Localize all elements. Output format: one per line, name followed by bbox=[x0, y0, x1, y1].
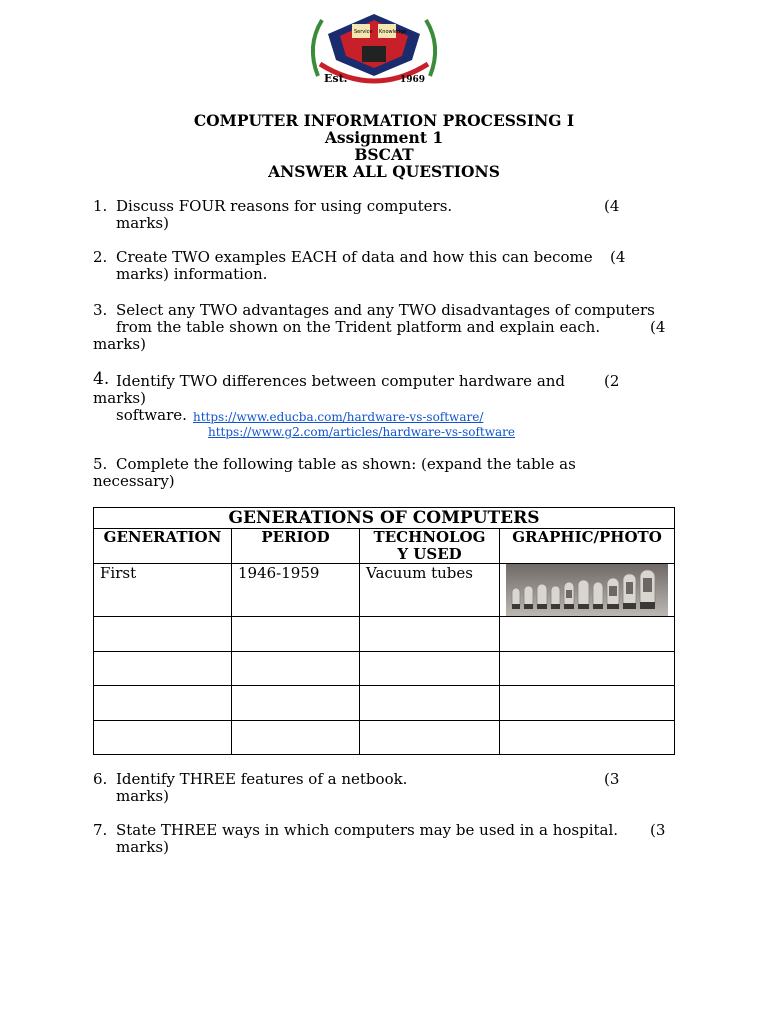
logo-year: 1969 bbox=[400, 75, 426, 85]
question-text: Select any TWO advantages and any TWO disadvantages of computers bbox=[116, 301, 655, 319]
cell-technology[interactable] bbox=[360, 652, 500, 686]
logo-motto-left: Service bbox=[354, 29, 373, 35]
question-number: 3. bbox=[93, 301, 108, 319]
vacuum-tubes-photo bbox=[506, 564, 668, 616]
question-text: Identify TWO differences between computer hardware and bbox=[116, 372, 566, 390]
g2-link[interactable]: https://www.g2.com/articles/hardware-vs-software bbox=[208, 425, 515, 439]
question-number: 7. bbox=[93, 821, 108, 839]
cell-technology: Vacuum tubes bbox=[360, 564, 500, 617]
header-graphic: GRAPHIC/PHOTO bbox=[500, 529, 675, 564]
question-number: 2. bbox=[93, 248, 108, 266]
table-row bbox=[94, 686, 675, 721]
table-row bbox=[94, 652, 675, 686]
course-title: COMPUTER INFORMATION PROCESSING I bbox=[193, 111, 575, 130]
cell-photo[interactable] bbox=[500, 617, 675, 652]
question-marks: (3 bbox=[604, 770, 620, 788]
header-technology bbox=[360, 529, 500, 564]
question-marks: (4 bbox=[610, 248, 626, 266]
question-number: 1. bbox=[93, 197, 108, 215]
cell-generation[interactable] bbox=[94, 617, 232, 652]
question-number: 5. bbox=[93, 455, 108, 473]
table-row bbox=[94, 617, 675, 652]
question-marks-cont: marks) bbox=[93, 389, 146, 407]
question-marks-cont: marks) bbox=[116, 787, 169, 805]
question-text-cont: software. bbox=[116, 406, 187, 424]
cell-generation[interactable] bbox=[94, 686, 232, 721]
header-technology-line1: TECHNOLOG bbox=[373, 528, 486, 546]
program-label: BSCAT bbox=[354, 145, 414, 164]
assignment-label: Assignment 1 bbox=[324, 128, 444, 147]
question-text: State THREE ways in which computers may be used in a hospital. bbox=[116, 821, 619, 839]
header-technology-line2: Y USED bbox=[397, 545, 462, 563]
logo-est-label: Est. bbox=[324, 72, 348, 85]
cell-generation[interactable] bbox=[94, 652, 232, 686]
header-period: PERIOD bbox=[232, 529, 360, 564]
question-text-cont: necessary) bbox=[93, 472, 175, 490]
logo-motto-right: Knowledge bbox=[379, 29, 407, 35]
question-marks-cont: marks) bbox=[93, 335, 146, 353]
cell-period[interactable] bbox=[232, 652, 360, 686]
table-header-row bbox=[94, 529, 675, 564]
cell-period[interactable] bbox=[232, 686, 360, 721]
question-text-cont: marks) information. bbox=[116, 265, 268, 283]
educba-link[interactable]: https://www.educba.com/hardware-vs-software/ bbox=[193, 410, 484, 424]
question-text-cont: from the table shown on the Trident platform and explain each. bbox=[116, 318, 601, 336]
institution-logo bbox=[300, 6, 448, 90]
table-row bbox=[94, 564, 675, 617]
cell-photo[interactable] bbox=[500, 686, 675, 721]
question-marks: (2 bbox=[604, 372, 620, 390]
question-text: Create TWO examples EACH of data and how this can become bbox=[116, 248, 593, 266]
cell-technology[interactable] bbox=[360, 686, 500, 721]
question-number: 4. bbox=[93, 369, 110, 389]
cell-technology[interactable] bbox=[360, 617, 500, 652]
cell-period: 1946-1959 bbox=[232, 564, 360, 617]
cell-photo bbox=[500, 564, 675, 617]
cell-generation[interactable] bbox=[94, 721, 232, 755]
cell-period[interactable] bbox=[232, 721, 360, 755]
question-marks-cont: marks) bbox=[116, 838, 169, 856]
question-marks: (4 bbox=[650, 318, 666, 336]
cell-photo[interactable] bbox=[500, 721, 675, 755]
cell-photo[interactable] bbox=[500, 652, 675, 686]
question-text: Identify THREE features of a netbook. bbox=[116, 770, 408, 788]
table-title: GENERATIONS OF COMPUTERS bbox=[94, 508, 675, 529]
generations-table bbox=[93, 507, 675, 755]
question-number: 6. bbox=[93, 770, 108, 788]
instruction-heading: ANSWER ALL QUESTIONS bbox=[268, 162, 500, 181]
cell-technology[interactable] bbox=[360, 721, 500, 755]
question-marks: (3 bbox=[650, 821, 666, 839]
question-marks: (4 bbox=[604, 197, 620, 215]
header-generation: GENERATION bbox=[94, 529, 232, 564]
question-marks-cont: marks) bbox=[116, 214, 169, 232]
cell-period[interactable] bbox=[232, 617, 360, 652]
cell-generation: First bbox=[94, 564, 232, 617]
table-row bbox=[94, 721, 675, 755]
question-text: Complete the following table as shown: (expand the table as bbox=[116, 455, 576, 473]
question-text: Discuss FOUR reasons for using computers. bbox=[116, 197, 453, 215]
